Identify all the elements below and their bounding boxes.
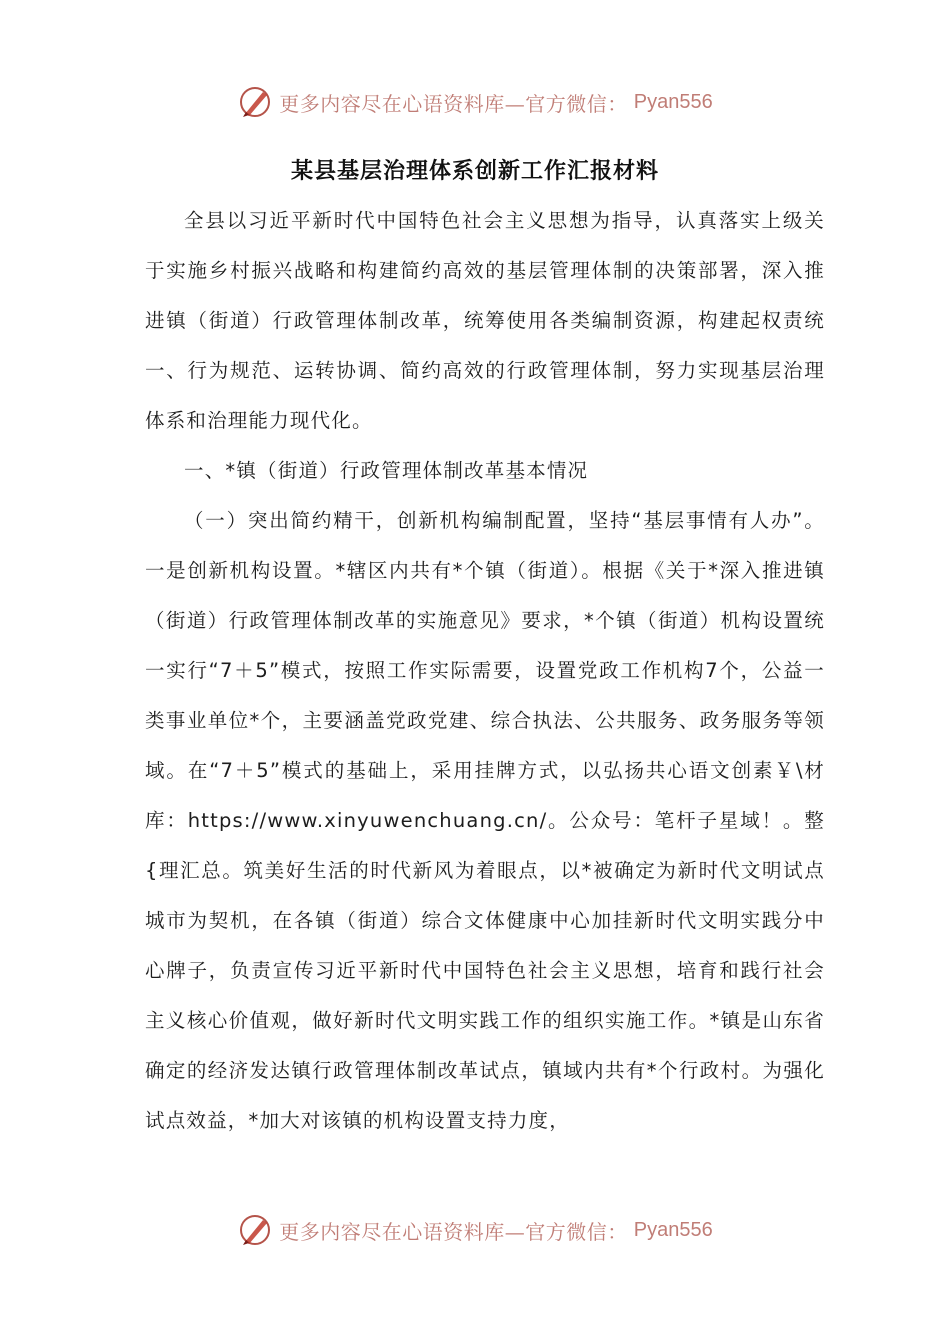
header-watermark-text: 更多内容尽在心语资料库—官方微信： bbox=[279, 91, 628, 116]
paragraph: （一）突出简约精干，创新机构编制配置，坚持“基层事情有人办”。一是创新机构设置。*辖区内共有*个镇（街道）。根据《关于*深入推进镇（街道）行政管理体制改革的实施意见》要求，*个镇（街道）机构设置统一实行“7＋5”模式，按照工作实际需要，设置党政工作机构7个，公益一类事业单位*个，主要涵盖党政党建、综合执法、公共服务、政务服务等领域。在“7＋5”模式的基础上，采用挂牌方式，以弘扬共心语文创素￥\材库：https://www.xinyuwenchuang.cn/。公众号：笔杆子星域！。整{理汇总。筑美好生活的时代新风为着眼点，以*被确定为新时代文明试点城市为契机，在各镇（街道）综合文体健康中心加挂新时代文明实践分中心牌子，负责宣传习近平新时代中国特色社会主义思想，培育和践行社会主义核心价值观，做好新时代文明实践工作的组织实施工作。*镇是山东省确定的经济发达镇行政管理体制改革试点，镇域内共有*个行政村。为强化试点效益，*加大对该镇的机构设置支持力度， bbox=[145, 509, 825, 1132]
pen-logo-icon bbox=[237, 1212, 273, 1248]
header-watermark-id: Pyan556 bbox=[633, 90, 713, 113]
header-watermark bbox=[0, 80, 950, 124]
footer-watermark bbox=[0, 1208, 950, 1252]
pen-logo-icon bbox=[237, 84, 273, 120]
section-heading: 一、*镇（街道）行政管理体制改革基本情况 bbox=[184, 459, 589, 482]
footer-watermark-text: 更多内容尽在心语资料库—官方微信： bbox=[279, 1219, 628, 1244]
document-title: 某县基层治理体系创新工作汇报材料 bbox=[290, 158, 659, 184]
paragraph: 全县以习近平新时代中国特色社会主义思想为指导，认真落实上级关于实施乡村振兴战略和构建简约高效的基层管理体制的决策部署，深入推进镇（街道）行政管理体制改革，统筹使用各类编制资源，构建起权责统一、行为规范、运转协调、简约高效的行政管理体制，努力实现基层治理体系和治理能力现代化。 bbox=[145, 209, 825, 432]
document-body bbox=[145, 196, 825, 1146]
footer-watermark-id: Pyan556 bbox=[633, 1218, 713, 1241]
